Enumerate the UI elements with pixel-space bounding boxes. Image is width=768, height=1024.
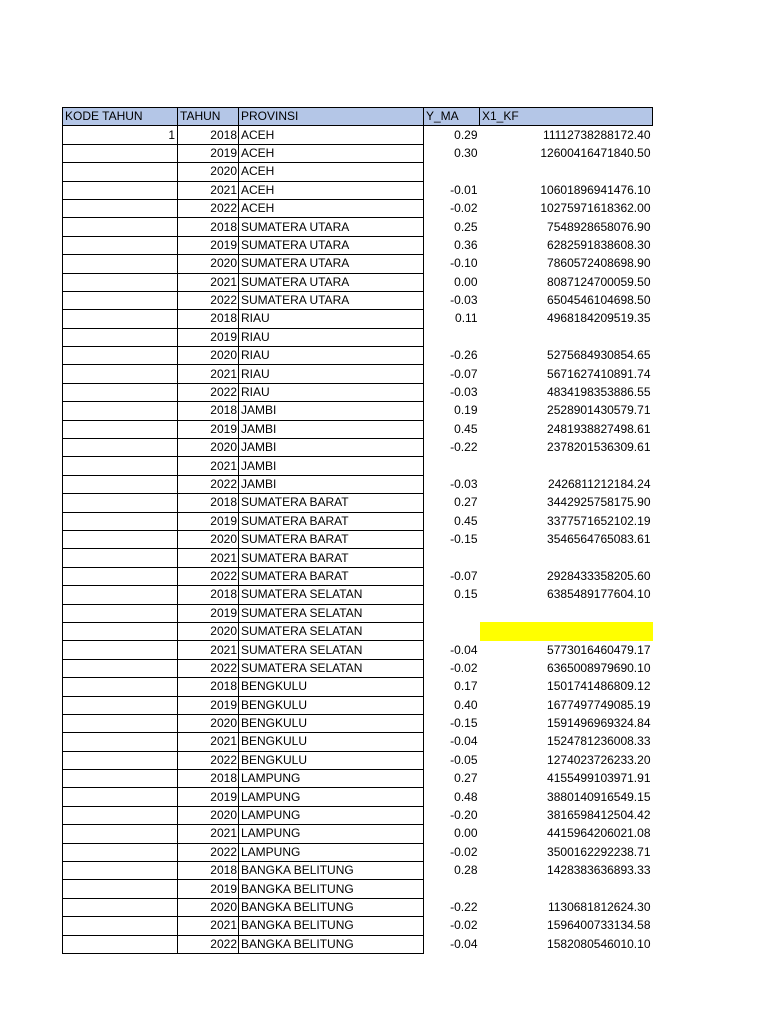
cell-y-ma[interactable]: -0.03 [450, 477, 478, 491]
cell-y-ma[interactable] [424, 457, 480, 475]
cell-provinsi[interactable]: SUMATERA UTARA [239, 218, 424, 236]
cell-tahun[interactable]: 2020 [178, 439, 239, 457]
header-kode-tahun[interactable]: KODE TAHUN [63, 108, 178, 126]
cell-provinsi[interactable]: BANGKA BELITUNG [239, 880, 424, 898]
cell-tahun[interactable]: 2021 [178, 917, 239, 935]
cell-x1-kf[interactable]: 3546564765083.61 [547, 532, 651, 547]
table-row [63, 880, 653, 898]
cell-x1-kf[interactable]: 3816598412504.42 [547, 808, 651, 823]
cell-tahun[interactable]: 2018 [178, 586, 239, 604]
cell-x1-kf[interactable]: 1524781236008.33 [547, 734, 651, 749]
cell-x1-kf[interactable]: 6385489177604.10 [547, 587, 651, 602]
cell-provinsi[interactable]: SUMATERA UTARA [239, 291, 424, 309]
cell-x1-kf[interactable]: 1677497749085.19 [547, 697, 651, 712]
table-row [63, 383, 653, 401]
cell-kode-tahun[interactable] [63, 917, 178, 935]
cell-x1-kf[interactable]: 1591496969324.84 [547, 716, 651, 731]
cell-y-ma[interactable] [424, 622, 480, 640]
table-row [63, 567, 653, 585]
table-row [63, 788, 653, 806]
cell-y-ma[interactable]: 0.29 [454, 127, 478, 142]
cell-x1-kf[interactable]: 2528901430579.71 [547, 403, 651, 418]
cell-x1-kf[interactable]: 2378201536309.61 [547, 440, 651, 455]
cell-tahun[interactable]: 2020 [178, 163, 239, 181]
cell-provinsi[interactable]: SUMATERA SELATAN [239, 641, 424, 659]
cell-x1-kf[interactable]: 6504546104698.50 [547, 293, 651, 308]
cell-kode-tahun[interactable] [63, 751, 178, 769]
cell-provinsi[interactable]: BENGKULU [239, 696, 424, 714]
cell-tahun[interactable]: 2021 [178, 825, 239, 843]
cell-provinsi[interactable]: SUMATERA BARAT [239, 530, 424, 548]
cell-x1-kf[interactable]: 4834198353886.55 [547, 385, 651, 400]
cell-y-ma[interactable]: 0.27 [454, 771, 478, 786]
cell-y-ma[interactable]: -0.02 [450, 660, 478, 675]
cell-kode-tahun[interactable] [63, 181, 178, 199]
cell-tahun[interactable]: 2018 [178, 402, 239, 420]
cell-kode-tahun[interactable] [63, 678, 178, 696]
cell-tahun[interactable]: 2020 [178, 898, 239, 916]
cell-tahun[interactable]: 2020 [178, 347, 239, 365]
cell-y-ma[interactable]: 0.45 [454, 513, 478, 528]
table-row [63, 512, 653, 530]
cell-x1-kf[interactable]: 3377571652102.19 [547, 513, 651, 528]
cell-tahun[interactable]: 2022 [178, 475, 239, 493]
cell-kode-tahun[interactable]: 1 [63, 126, 178, 144]
cell-kode-tahun[interactable] [63, 659, 178, 677]
cell-kode-tahun[interactable] [63, 402, 178, 420]
cell-tahun[interactable]: 2021 [178, 365, 239, 383]
table-row [63, 678, 653, 696]
cell-tahun[interactable]: 2018 [178, 862, 239, 880]
spreadsheet [62, 107, 653, 954]
table-row [63, 770, 653, 788]
cell-kode-tahun[interactable] [63, 770, 178, 788]
table-row [63, 935, 653, 953]
cell-x1-kf[interactable] [480, 622, 653, 640]
cell-x1-kf[interactable] [480, 549, 653, 567]
cell-kode-tahun[interactable] [63, 898, 178, 916]
cell-x1-kf[interactable]: 8087124700059.50 [547, 274, 651, 289]
cell-kode-tahun[interactable] [63, 843, 178, 861]
cell-kode-tahun[interactable] [63, 273, 178, 291]
cell-kode-tahun[interactable] [63, 328, 178, 346]
table-row [63, 291, 653, 309]
table-row [63, 163, 653, 181]
cell-x1-kf[interactable]: 10601896941476.10 [540, 182, 651, 197]
cell-y-ma[interactable]: 0.17 [454, 679, 478, 694]
cell-y-ma[interactable]: -0.02 [450, 918, 478, 933]
cell-kode-tahun[interactable] [63, 420, 178, 438]
cell-tahun[interactable]: 2019 [178, 880, 239, 898]
cell-tahun[interactable]: 2021 [178, 733, 239, 751]
cell-x1-kf[interactable]: 4155499103971.91 [547, 771, 651, 786]
cell-y-ma[interactable]: -0.07 [450, 568, 478, 583]
cell-y-ma[interactable] [424, 604, 480, 622]
table-row [63, 439, 653, 457]
cell-kode-tahun[interactable] [63, 530, 178, 548]
cell-kode-tahun[interactable] [63, 163, 178, 181]
cell-y-ma[interactable]: -0.05 [450, 752, 478, 767]
cell-kode-tahun[interactable] [63, 880, 178, 898]
cell-y-ma[interactable]: -0.04 [450, 642, 478, 657]
cell-y-ma[interactable]: 0.36 [454, 237, 478, 252]
cell-tahun[interactable]: 2022 [178, 659, 239, 677]
cell-provinsi[interactable]: JAMBI [239, 439, 424, 457]
header-provinsi[interactable]: PROVINSI [239, 108, 424, 126]
cell-tahun[interactable]: 2020 [178, 806, 239, 824]
cell-kode-tahun[interactable] [63, 862, 178, 880]
cell-y-ma[interactable]: -0.04 [450, 734, 478, 749]
cell-y-ma[interactable] [424, 328, 480, 346]
cell-kode-tahun[interactable] [63, 475, 178, 493]
table-row [63, 843, 653, 861]
table-row [63, 475, 653, 493]
cell-y-ma[interactable]: 0.28 [454, 863, 478, 878]
cell-y-ma[interactable]: -0.04 [450, 936, 478, 951]
table-row [63, 126, 653, 144]
table-row [63, 236, 653, 254]
cell-kode-tahun[interactable] [63, 604, 178, 622]
table-row [63, 144, 653, 162]
cell-tahun[interactable]: 2021 [178, 273, 239, 291]
cell-tahun[interactable]: 2019 [178, 604, 239, 622]
cell-tahun[interactable]: 2022 [178, 383, 239, 401]
cell-x1-kf[interactable]: 4968184209519.35 [547, 311, 651, 326]
cell-kode-tahun[interactable] [63, 512, 178, 530]
cell-x1-kf[interactable]: 2481938827498.61 [547, 421, 651, 436]
cell-provinsi[interactable]: RIAU [239, 310, 424, 328]
header-tahun[interactable]: TAHUN [178, 108, 239, 126]
cell-kode-tahun[interactable] [63, 218, 178, 236]
cell-kode-tahun[interactable] [63, 144, 178, 162]
cell-provinsi[interactable]: LAMPUNG [239, 843, 424, 861]
cell-tahun[interactable]: 2021 [178, 457, 239, 475]
table-row [63, 733, 653, 751]
table-row [63, 862, 653, 880]
cell-x1-kf[interactable]: 1428383636893.33 [547, 863, 651, 878]
cell-provinsi[interactable]: SUMATERA BARAT [239, 549, 424, 567]
cell-tahun[interactable]: 2020 [178, 530, 239, 548]
cell-kode-tahun[interactable] [63, 567, 178, 585]
cell-provinsi[interactable]: SUMATERA SELATAN [239, 622, 424, 640]
cell-provinsi[interactable]: LAMPUNG [239, 788, 424, 806]
cell-provinsi[interactable]: LAMPUNG [239, 770, 424, 788]
cell-kode-tahun[interactable] [63, 825, 178, 843]
table-row [63, 696, 653, 714]
table-row [63, 898, 653, 916]
table-row [63, 641, 653, 659]
cell-x1-kf[interactable]: 1596400733134.58 [547, 918, 651, 933]
table-row [63, 659, 653, 677]
cell-kode-tahun[interactable] [63, 439, 178, 457]
cell-provinsi[interactable]: SUMATERA UTARA [239, 255, 424, 273]
cell-y-ma[interactable]: 0.48 [454, 789, 478, 804]
cell-kode-tahun[interactable] [63, 457, 178, 475]
table-row [63, 825, 653, 843]
cell-y-ma[interactable]: -0.03 [450, 385, 478, 400]
cell-y-ma[interactable]: -0.26 [450, 348, 478, 363]
table-row [63, 530, 653, 548]
cell-provinsi[interactable]: BANGKA BELITUNG [239, 935, 424, 953]
cell-y-ma[interactable]: 0.30 [454, 145, 478, 160]
cell-x1-kf[interactable]: 3880140916549.15 [547, 789, 651, 804]
cell-kode-tahun[interactable] [63, 236, 178, 254]
cell-provinsi[interactable]: RIAU [239, 347, 424, 365]
cell-y-ma[interactable]: 0.11 [455, 311, 478, 326]
cell-provinsi[interactable]: JAMBI [239, 457, 424, 475]
cell-tahun[interactable]: 2022 [178, 843, 239, 861]
cell-x1-kf[interactable] [480, 880, 653, 898]
cell-provinsi[interactable]: BENGKULU [239, 714, 424, 732]
table-row [63, 402, 653, 420]
cell-tahun[interactable]: 2021 [178, 641, 239, 659]
cell-y-ma[interactable]: -0.02 [450, 844, 478, 859]
cell-provinsi[interactable]: BANGKA BELITUNG [239, 862, 424, 880]
cell-kode-tahun[interactable] [63, 255, 178, 273]
cell-x1-kf[interactable]: 1582080546010.10 [547, 936, 651, 951]
table-row [63, 310, 653, 328]
cell-y-ma[interactable] [424, 549, 480, 567]
cell-tahun[interactable]: 2019 [178, 512, 239, 530]
cell-provinsi[interactable]: BANGKA BELITUNG [239, 917, 424, 935]
table-row [63, 181, 653, 199]
cell-x1-kf[interactable]: 4415964206021.08 [547, 826, 651, 841]
cell-x1-kf[interactable] [480, 163, 653, 181]
cell-y-ma[interactable] [424, 163, 480, 181]
cell-tahun[interactable]: 2018 [178, 310, 239, 328]
cell-x1-kf[interactable]: 7548928658076.90 [547, 219, 651, 234]
cell-provinsi[interactable]: LAMPUNG [239, 825, 424, 843]
cell-kode-tahun[interactable] [63, 383, 178, 401]
cell-tahun[interactable]: 2022 [178, 199, 239, 217]
cell-tahun[interactable]: 2022 [178, 751, 239, 769]
cell-x1-kf[interactable]: 11112738288172.40 [543, 127, 651, 142]
cell-y-ma[interactable]: 0.00 [454, 274, 478, 289]
table-row [63, 622, 653, 640]
cell-provinsi[interactable]: ACEH [239, 163, 424, 181]
cell-kode-tahun[interactable] [63, 549, 178, 567]
cell-x1-kf[interactable]: 7860572408698.90 [547, 256, 651, 271]
cell-provinsi[interactable]: BENGKULU [239, 751, 424, 769]
cell-y-ma[interactable]: -0.10 [450, 256, 478, 271]
cell-x1-kf[interactable]: 2928433358205.60 [547, 568, 651, 583]
cell-x1-kf[interactable]: 1274023726233.20 [547, 752, 651, 767]
header-row [63, 108, 653, 126]
cell-x1-kf[interactable]: 3442925758175.90 [547, 495, 651, 510]
cell-x1-kf[interactable]: 1130681812624.30 [547, 899, 651, 914]
cell-y-ma[interactable]: 0.00 [454, 826, 478, 841]
cell-tahun[interactable]: 2019 [178, 420, 239, 438]
cell-y-ma[interactable]: 0.15 [454, 587, 478, 602]
cell-tahun[interactable]: 2020 [178, 622, 239, 640]
table-row [63, 365, 653, 383]
table-row [63, 586, 653, 604]
cell-tahun[interactable]: 2018 [178, 126, 239, 144]
cell-tahun[interactable]: 2019 [178, 696, 239, 714]
cell-provinsi[interactable]: SUMATERA BARAT [239, 567, 424, 585]
cell-x1-kf[interactable] [480, 604, 653, 622]
cell-x1-kf[interactable] [480, 328, 653, 346]
cell-kode-tahun[interactable] [63, 806, 178, 824]
cell-tahun[interactable]: 2018 [178, 494, 239, 512]
cell-tahun[interactable]: 2021 [178, 181, 239, 199]
cell-kode-tahun[interactable] [63, 696, 178, 714]
cell-y-ma[interactable]: -0.02 [450, 201, 478, 216]
cell-provinsi[interactable]: ACEH [239, 199, 424, 217]
table-row [63, 218, 653, 236]
cell-kode-tahun[interactable] [63, 586, 178, 604]
cell-y-ma[interactable]: 0.25 [454, 219, 478, 234]
cell-provinsi[interactable]: RIAU [239, 328, 424, 346]
cell-x1-kf[interactable]: 6365008979690.10 [547, 660, 651, 675]
cell-tahun[interactable]: 2019 [178, 328, 239, 346]
cell-x1-kf[interactable]: 2426811212184.24 [547, 477, 651, 491]
table-row [63, 255, 653, 273]
cell-tahun[interactable]: 2019 [178, 144, 239, 162]
cell-kode-tahun[interactable] [63, 714, 178, 732]
data-table [62, 107, 653, 954]
cell-kode-tahun[interactable] [63, 291, 178, 309]
cell-kode-tahun[interactable] [63, 347, 178, 365]
cell-provinsi[interactable]: RIAU [239, 383, 424, 401]
cell-x1-kf[interactable]: 5275684930854.65 [547, 348, 651, 363]
cell-x1-kf[interactable]: 1501741486809.12 [547, 679, 651, 694]
cell-tahun[interactable]: 2018 [178, 770, 239, 788]
cell-y-ma[interactable]: -0.01 [450, 182, 478, 197]
cell-y-ma[interactable]: -0.22 [450, 440, 478, 455]
cell-provinsi[interactable]: RIAU [239, 365, 424, 383]
cell-provinsi[interactable]: BANGKA BELITUNG [239, 898, 424, 916]
cell-provinsi[interactable]: ACEH [239, 181, 424, 199]
cell-x1-kf[interactable]: 6282591838608.30 [547, 237, 651, 252]
cell-tahun[interactable]: 2019 [178, 788, 239, 806]
cell-kode-tahun[interactable] [63, 365, 178, 383]
cell-provinsi[interactable]: JAMBI [239, 475, 424, 493]
cell-provinsi[interactable]: BENGKULU [239, 733, 424, 751]
cell-provinsi[interactable]: SUMATERA UTARA [239, 273, 424, 291]
cell-y-ma[interactable]: 0.19 [454, 403, 478, 418]
cell-provinsi[interactable]: ACEH [239, 144, 424, 162]
cell-provinsi[interactable]: SUMATERA SELATAN [239, 604, 424, 622]
cell-provinsi[interactable]: SUMATERA SELATAN [239, 659, 424, 677]
cell-provinsi[interactable]: JAMBI [239, 420, 424, 438]
cell-y-ma[interactable]: -0.07 [450, 366, 478, 381]
cell-y-ma[interactable]: -0.03 [450, 293, 478, 308]
table-row [63, 917, 653, 935]
cell-kode-tahun[interactable] [63, 788, 178, 806]
table-row [63, 347, 653, 365]
cell-tahun[interactable]: 2020 [178, 255, 239, 273]
cell-provinsi[interactable]: SUMATERA BARAT [239, 494, 424, 512]
cell-kode-tahun[interactable] [63, 622, 178, 640]
cell-y-ma[interactable]: -0.15 [450, 716, 478, 731]
cell-kode-tahun[interactable] [63, 494, 178, 512]
cell-y-ma[interactable]: 0.40 [454, 697, 478, 712]
cell-x1-kf[interactable]: 3500162292238.71 [547, 844, 651, 859]
header-x1-kf[interactable]: X1_KF [480, 108, 653, 126]
cell-x1-kf[interactable]: 5671627410891.74 [547, 366, 651, 381]
cell-tahun[interactable]: 2020 [178, 714, 239, 732]
table-row [63, 751, 653, 769]
table-row [63, 806, 653, 824]
cell-provinsi[interactable]: SUMATERA UTARA [239, 236, 424, 254]
cell-y-ma[interactable]: 0.45 [454, 421, 478, 436]
cell-y-ma[interactable] [424, 880, 480, 898]
cell-provinsi[interactable]: JAMBI [239, 402, 424, 420]
cell-y-ma[interactable]: -0.22 [450, 899, 478, 914]
cell-x1-kf[interactable]: 5773016460479.17 [547, 642, 651, 657]
cell-tahun[interactable]: 2019 [178, 236, 239, 254]
cell-x1-kf[interactable]: 12600416471840.50 [540, 145, 651, 160]
cell-x1-kf[interactable]: 10275971618362.00 [540, 201, 651, 216]
table-row [63, 714, 653, 732]
cell-tahun[interactable]: 2022 [178, 935, 239, 953]
header-y-ma[interactable]: Y_MA [424, 108, 480, 126]
cell-tahun[interactable]: 2022 [178, 567, 239, 585]
cell-tahun[interactable]: 2018 [178, 678, 239, 696]
cell-kode-tahun[interactable] [63, 310, 178, 328]
cell-provinsi[interactable]: SUMATERA BARAT [239, 512, 424, 530]
table-body [63, 126, 653, 954]
cell-x1-kf[interactable] [480, 457, 653, 475]
cell-y-ma[interactable]: -0.15 [450, 532, 478, 547]
table-row [63, 273, 653, 291]
table-row [63, 604, 653, 622]
cell-kode-tahun[interactable] [63, 199, 178, 217]
table-row [63, 549, 653, 567]
cell-tahun[interactable]: 2021 [178, 549, 239, 567]
cell-y-ma[interactable]: -0.20 [450, 808, 478, 823]
cell-provinsi[interactable]: BENGKULU [239, 678, 424, 696]
cell-y-ma[interactable]: 0.27 [454, 495, 478, 510]
cell-provinsi[interactable]: SUMATERA SELATAN [239, 586, 424, 604]
cell-tahun[interactable]: 2022 [178, 291, 239, 309]
cell-kode-tahun[interactable] [63, 733, 178, 751]
table-row [63, 420, 653, 438]
table-row [63, 494, 653, 512]
cell-kode-tahun[interactable] [63, 935, 178, 953]
table-row [63, 199, 653, 217]
cell-kode-tahun[interactable] [63, 641, 178, 659]
cell-provinsi[interactable]: LAMPUNG [239, 806, 424, 824]
table-row [63, 328, 653, 346]
table-row [63, 457, 653, 475]
cell-provinsi[interactable]: ACEH [239, 126, 424, 144]
cell-tahun[interactable]: 2018 [178, 218, 239, 236]
